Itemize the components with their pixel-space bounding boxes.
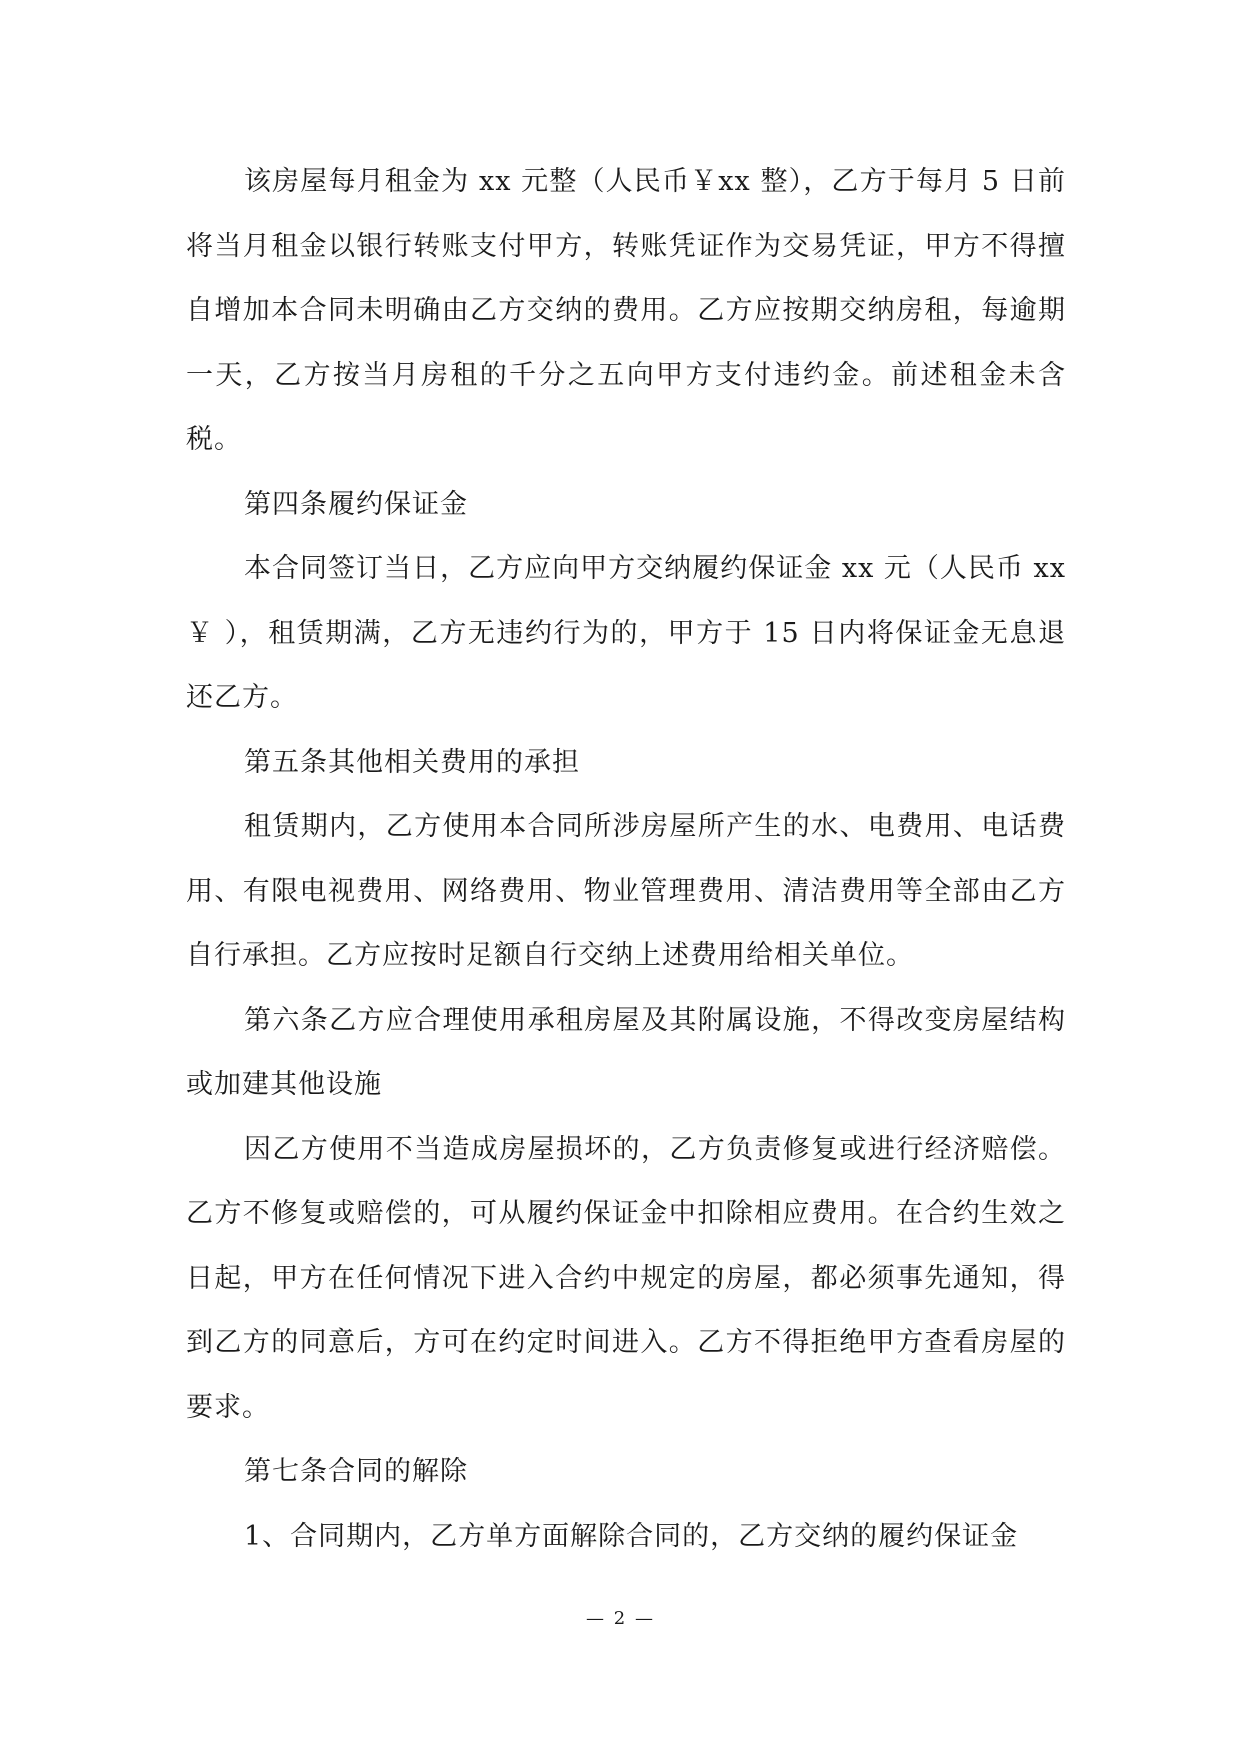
termination-clause-1: 1、合同期内，乙方单方面解除合同的，乙方交纳的履约保证金 [244, 1520, 1019, 1552]
rent-payment-paragraph: 该房屋每月租金为 xx 元整（人民币￥xx 整），乙方于每月 5 日前将当月租金以银行转账支付甲方，转账凭证作为交易凭证，甲方不得擅自增加本合同未明确由乙方交纳的费用。乙方应按期交纳房租，每逾期一天，乙方按当月房租的千分之五向甲方支付违约金。前述租金未含税。 [186, 166, 1066, 455]
fees-paragraph: 租赁期内，乙方使用本合同所涉房屋所产生的水、电费用、电话费用、有限电视费用、网络费用、物业管理费用、清洁费用等全部由乙方自行承担。乙方应按时足额自行交纳上述费用给相关单位。 [186, 811, 1066, 971]
damage-paragraph: 因乙方使用不当造成房屋损坏的，乙方负责修复或进行经济赔偿。乙方不修复或赔偿的，可从履约保证金中扣除相应费用。在合约生效之日起，甲方在任何情况下进入合约中规定的房屋，都必须事先通知，得到乙方的同意后，方可在约定时间进入。乙方不得拒绝甲方查看房屋的要求。 [186, 1133, 1066, 1423]
article-6-heading: 第六条乙方应合理使用承租房屋及其附属设施，不得改变房屋结构或加建其他设施 [186, 1004, 1066, 1100]
article-4-heading: 第四条履约保证金 [244, 488, 468, 520]
page-number: — 2 — [586, 1608, 655, 1629]
document-body [186, 150, 1066, 1569]
article-5-heading: 第五条其他相关费用的承担 [244, 746, 580, 778]
article-7-heading: 第七条合同的解除 [244, 1456, 468, 1487]
deposit-paragraph: 本合同签订当日，乙方应向甲方交纳履约保证金 xx 元（人民币 xx ￥ ），租赁期满，乙方无违约行为的，甲方于 15 日内将保证金无息退还乙方。 [186, 553, 1066, 713]
